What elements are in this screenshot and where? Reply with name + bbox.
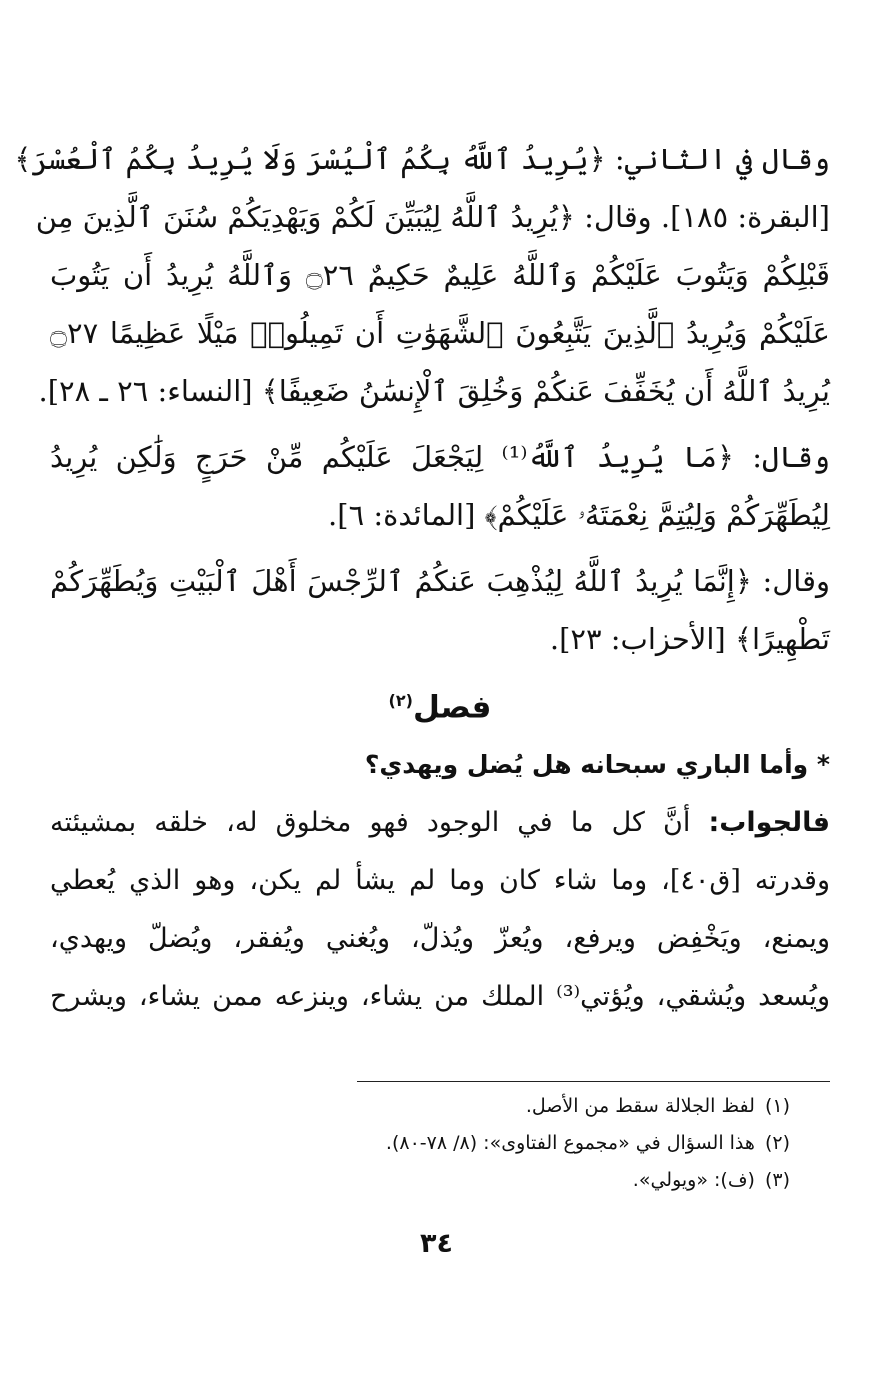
footnote-text: (ف): «ويولي». (632, 1169, 755, 1191)
footnote-number: (٢) (764, 1132, 790, 1154)
footnotes (50, 1088, 790, 1199)
text-line: وقدرته [ق٤٠]، وما شاء كان وما لم يشأ لم يكن، وهو الذي يُعطي (50, 865, 830, 896)
text-line: قَبْلِكُمْ وَيَتُوبَ عَلَيْكُمْ وَٱللَّهُ عَلِيمٌ حَكِيمٌ ۝٢٦ وَٱللَّهُ يُرِيدُ أَن يَتُوبَ (50, 258, 830, 292)
footnote-text: هذا السؤال في «مجموع الفتاوى»: (٨/ ٧٨-٨٠). (385, 1132, 755, 1154)
quran-paragraph-1 (14, 130, 830, 420)
text-line: ويمنع، ويَخْفِض ويرفع، ويُعزّ ويُذلّ، ويُغني ويُفقر، ويُضلّ ويهدي، (50, 923, 830, 954)
text-line: وقال: ﴿إِنَّمَا يُرِيدُ ٱللَّهُ لِيُذْهِبَ عَنكُمُ ٱلرِّجْسَ أَهْلَ ٱلْبَيْتِ وَيُطَهِّرَكُمْ (50, 564, 830, 598)
answer-paragraph (50, 794, 830, 1026)
footnote-number: (١) (764, 1095, 790, 1117)
quran-paragraph-3 (50, 552, 830, 668)
footnote-number: (٣) (764, 1169, 790, 1191)
text-line: [البقرة: ١٨٥]. وقال: ﴿يُرِيدُ ٱللَّهُ لِيُبَيِّنَ لَكُمْ وَيَهْدِيَكُمْ سُنَنَ ٱلَّذِينَ مِن (35, 200, 830, 234)
section-heading (50, 672, 830, 736)
footnote (50, 1088, 790, 1125)
text-line: عَلَيْكُمْ وَيُرِيدُ ٱلَّذِينَ يَتَّبِعُونَ ٱلشَّهَوَٰتِ أَن تَمِيلُوا۟ مَيْلًا عَظِيمًا ۝٢٧ (50, 316, 830, 350)
answer-line-text: أنَّ كل ما في الوجود فهو مخلوق له، خلقه بمشيئته (50, 807, 691, 838)
footnote (50, 1125, 790, 1162)
text-line: تَطْهِيرًا﴾ [الأحزاب: ٢٣]. (549, 622, 830, 656)
page-body (14, 130, 830, 1026)
text-line: وقال في الثاني: ﴿يُرِيدُ ٱللَّهُ بِكُمُ ٱلْيُسْرَ وَلَا يُرِيدُ بِكُمُ ٱلْعُسْرَ﴾ (14, 142, 830, 176)
footnote (50, 1162, 790, 1199)
text-line: ويُسعد ويُشقي، ويُؤتي⁽³⁾ الملك من يشاء، وينزعه ممن يشاء، ويشرح (50, 981, 830, 1012)
text-line (50, 794, 830, 852)
question-line: * وأما الباري سبحانه هل يُضل ويهدي؟ (364, 750, 830, 779)
quran-paragraph-2 (50, 428, 830, 544)
page-number: ٣٤ (420, 1228, 453, 1259)
footnote-divider (357, 1081, 830, 1082)
text-line: لِيُطَهِّرَكُمْ وَلِيُتِمَّ نِعْمَتَهُۥ عَلَيْكُمْ﴾ [المائدة: ٦]. (328, 498, 830, 532)
answer-lead: فالجواب: (708, 807, 830, 838)
text-line: يُرِيدُ ٱللَّهُ أَن يُخَفِّفَ عَنكُمْ وَخُلِقَ ٱلْإِنسَٰنُ ضَعِيفًا﴾ [النساء: ٢٦ ـ ٢٨]. (38, 374, 830, 408)
text-line: وقال: ﴿مَا يُرِيدُ ٱللَّهُ⁽¹⁾ لِيَجْعَلَ عَلَيْكُم مِّنْ حَرَجٍ وَلَٰكِن يُرِيدُ (50, 440, 830, 474)
footnote-text: لفظ الجلالة سقط من الأصل. (525, 1095, 755, 1117)
heading-footnote-marker: (٢) (388, 691, 413, 710)
section-heading-text: فصل (412, 689, 492, 726)
